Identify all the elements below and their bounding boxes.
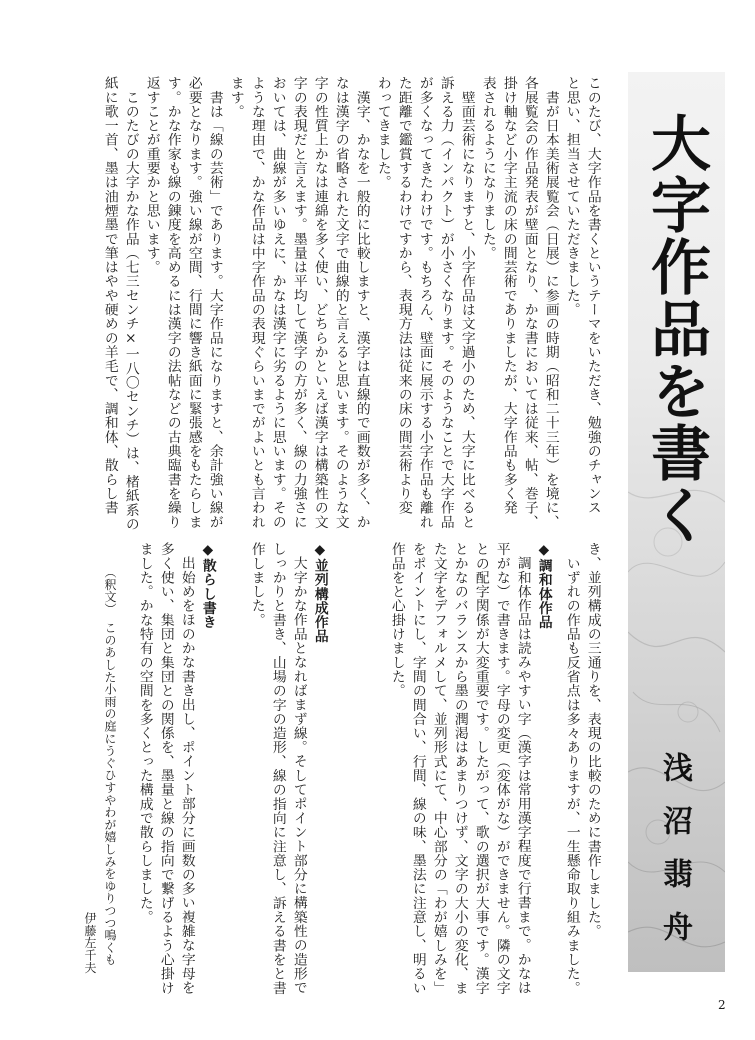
text-column: 書は「線の芸術」であります。大字作品になりますと、余計強い線が [206,76,223,529]
footnote-attribution: 伊藤左千夫 [83,912,97,974]
text-column: 字の性質上かなは連綿を多く使い、どちらかといえば漢字は構築性の文 [311,76,328,529]
text-column: す。かな作家も線の錬度を高めるには漢字の法帖などの古典臨書を繰り [164,76,181,529]
text-column: 表されるようになりました。 [479,76,496,260]
text-column: 壁面芸術になりますと、小字作品は文字過小のため、大字に比べると [458,76,475,529]
text-column: 必要となります。強い線が空間、行間に響き紙面に緊張感をもたらしま [185,76,202,529]
text-column: ような理由で、かな作品は中字作品の表現ぐらいまでがよいとも言われ [248,76,265,529]
section-heading: ◆散らし書き [199,542,216,630]
footnote-text: このあした小雨の庭にうぐひすやわが嬉しみをゆりつつ鳴くも [103,621,117,966]
text-column: き、並列構成の三通りを、表現の比較のために書作しました。 [584,542,601,939]
footnote [104,566,116,966]
text-column: 大字かな作品となればまず線。そしてポイント部分に構築性の造形で [290,556,307,995]
text-column: 漢字、かなを一般的に比較しますと、漢字は直線的で画数が多く、か [353,76,370,529]
text-column: 調和体作品は読みやすい字（漢字は常用漢字程度で行書まで。かなは [514,556,531,995]
text-column: しっかりと書き、山場の字の造形、線の指向に注意し、訴える書をと書 [269,542,286,995]
text-column: ます。 [227,76,244,119]
text-column: が多くなってきたわけです。もちろん、壁面に展示する小字作品も離れ [416,76,433,529]
section-heading: ◆並列構成作品 [311,542,328,644]
text-column: なは漢字の省略された文字で曲線的と言えると思います。そのような文 [332,76,349,529]
text-column: わってきました。 [374,76,391,190]
text-column: をポイントにし、字間の間合い、行間、線の味、墨法に注意し、明るい [409,542,426,995]
author-name: 浅沼翡舟 [657,752,692,964]
text-column: このたび、大字作品を書くというテーマをいただき、勉強のチャンス [584,76,601,515]
page-number: 2 [718,998,726,1012]
text-column: 作品をと心掛けました。 [388,542,405,698]
text-column: いずれの作品も反省点は多々ありますが、一生懸命取り組みました。 [563,542,580,995]
text-column: おいては、曲線が多いゆえに、かなは漢字に劣るように思います。その [269,76,286,529]
text-column: た距離で鑑賞するわけですから、表現方法は従来の床の間芸術より変 [395,76,412,515]
text-column: 掛け軸など小字主流の床の間芸術でありましたが、大字作品も多く発 [500,76,517,515]
text-column: 平がな）で書きます。字母の変更（変体がな）ができません。隣の文字 [493,542,510,995]
text-column: た文字をデフォルメして、並列形式にて、中心部分の「わが嬉しみを」 [430,542,447,995]
text-column: 作しました。 [248,542,265,627]
text-column: 字の表現だと言えます。墨量は平均して漢字の方が多く、線の力強さに [290,76,307,529]
text-column: 書が日本美術展覧会（日展）に参画の時期（昭和二十三年）を境に、 [542,76,559,529]
title-band [628,72,725,972]
footnote-label: （釈文） [103,566,117,610]
text-column: と思い、担当させていただきました。 [563,76,580,317]
text-column: ました。かな特有の空間を多くとった構成で散らしました。 [136,542,153,925]
text-column: との配字関係が大変重要です。したがって、歌の選択が大事です。漢字 [472,542,489,995]
text-column: 多く使い、集団と集団との関係を、墨量と線の指向で繋げるよう心掛け [157,542,174,995]
text-column: 訴える力（インパクト）が小さくなります。そのようなことで大字作品 [437,76,454,529]
text-column: このたびの大字かな作品（七三センチ×一八〇センチ）は、楮紙系の [122,76,139,531]
text-column: 各展覧会の作品発表が壁面となり、かな書においては従来、帖、巻子、 [521,76,538,529]
text-column: とかなのバランスから墨の潤渇はあまりつけず、文字の大小の変化、ま [451,542,468,995]
section-heading: ◆調和体作品 [535,542,552,630]
text-column: 返すことが重要かと思います。 [143,76,160,275]
text-column: 出始めをほのかな書き出し、ポイント部分に画数の多い複雑な字母を [178,556,195,995]
page-title: 大字作品を書く [641,112,711,546]
text-column: 紙に歌一首、墨は油煙墨で筆はやや硬めの羊毛で、調和体、散らし書 [101,76,118,515]
